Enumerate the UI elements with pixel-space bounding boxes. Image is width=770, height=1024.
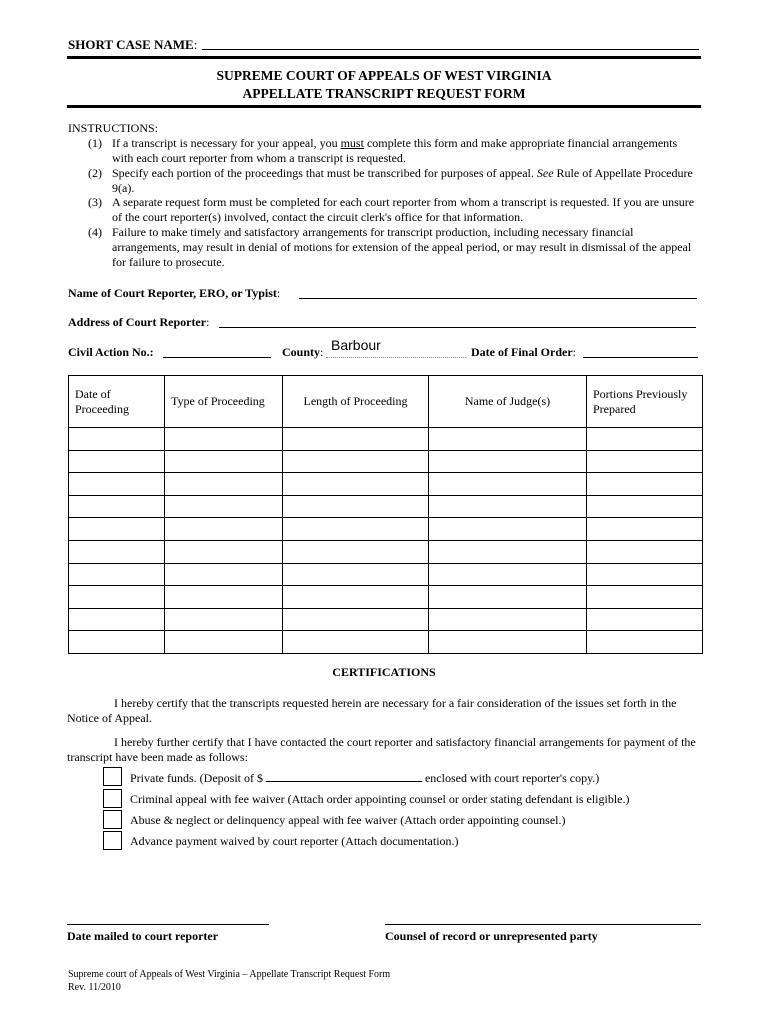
table-row — [69, 608, 703, 631]
instruction-item: (3) A separate request form must be completed for each court reporter from whom a transcript is requested. If you are unsure of the court reporter(s) involved, contact the circuit clerk's office for that information. — [88, 195, 695, 224]
table-cell[interactable] — [165, 540, 283, 563]
date-mailed-line[interactable] — [67, 924, 269, 925]
option-criminal-appeal: Criminal appeal with fee waiver (Attach order appointing counsel or order stating defendant is eligible.) — [130, 792, 630, 806]
table-cell[interactable] — [283, 495, 429, 518]
table-cell[interactable] — [587, 518, 703, 541]
abuse-neglect-checkbox[interactable] — [103, 810, 122, 829]
table-cell[interactable] — [587, 540, 703, 563]
table-cell[interactable] — [165, 631, 283, 654]
table-row — [69, 450, 703, 473]
table-header-row — [69, 376, 703, 428]
table-cell[interactable] — [587, 608, 703, 631]
table-cell[interactable] — [69, 631, 165, 654]
instruction-item: (2) Specify each portion of the proceedings that must be transcribed for purposes of appeal. See Rule of Appellate Procedure 9(a). — [88, 166, 693, 195]
table-cell[interactable] — [165, 450, 283, 473]
table-cell[interactable] — [283, 428, 429, 451]
table-row — [69, 473, 703, 496]
advance-payment-waived-checkbox[interactable] — [103, 831, 122, 850]
table-cell[interactable] — [69, 563, 165, 586]
certifications-title: CERTIFICATIONS — [332, 665, 436, 679]
short-case-name-label: SHORT CASE NAME: — [68, 37, 198, 52]
reporter-name-field[interactable] — [299, 298, 697, 299]
reporter-name-label: Name of Court Reporter, ERO, or Typist: — [68, 286, 281, 300]
table-row — [69, 495, 703, 518]
header-rule-top — [67, 56, 701, 59]
table-cell[interactable] — [429, 428, 587, 451]
option-advance-payment-waived: Advance payment waived by court reporter (Attach documentation.) — [130, 834, 459, 848]
counsel-signature-line[interactable] — [385, 924, 701, 925]
table-cell[interactable] — [283, 586, 429, 609]
table-cell[interactable] — [429, 540, 587, 563]
deposit-amount-field[interactable] — [266, 770, 422, 782]
table-cell[interactable] — [283, 450, 429, 473]
instructions-label: INSTRUCTIONS: — [68, 121, 159, 135]
option-private-funds: Private funds. (Deposit of $ enclosed with court reporter's copy.) — [130, 771, 600, 785]
court-title: SUPREME COURT OF APPEALS OF WEST VIRGINIA — [216, 68, 552, 83]
table-cell[interactable] — [165, 428, 283, 451]
proceedings-table — [68, 375, 703, 654]
reporter-address-field[interactable] — [219, 327, 696, 328]
private-funds-checkbox[interactable] — [103, 767, 122, 786]
final-order-field[interactable] — [583, 357, 698, 358]
table-cell[interactable] — [283, 631, 429, 654]
table-cell[interactable] — [429, 518, 587, 541]
table-cell[interactable] — [429, 495, 587, 518]
option-abuse-neglect: Abuse & neglect or delinquency appeal with fee waiver (Attach order appointing counsel.) — [130, 813, 566, 827]
instruction-item: (4) Failure to make timely and satisfactory arrangements for transcript production, including necessary financial arrangements, may result in denial of motions for extension of the appeal period, or may result in dismissal of the appeal for failure to prosecute. — [88, 225, 692, 269]
table-cell[interactable] — [283, 518, 429, 541]
table-cell[interactable] — [69, 450, 165, 473]
county-field[interactable] — [326, 357, 466, 358]
table-row — [69, 518, 703, 541]
table-cell[interactable] — [587, 428, 703, 451]
table-cell[interactable] — [429, 608, 587, 631]
table-cell[interactable] — [587, 563, 703, 586]
table-cell[interactable] — [429, 586, 587, 609]
table-cell[interactable] — [283, 540, 429, 563]
civil-action-label: Civil Action No.: — [68, 345, 154, 359]
short-case-name-field[interactable] — [202, 49, 699, 50]
col-date-of-proceeding: Date of Proceeding — [69, 376, 165, 428]
footer-form-name: Supreme court of Appeals of West Virginia – Appellate Transcript Request Form — [68, 969, 391, 980]
table-cell[interactable] — [165, 563, 283, 586]
civil-action-field[interactable] — [163, 357, 271, 358]
county-value[interactable]: Barbour — [331, 337, 381, 353]
criminal-appeal-checkbox[interactable] — [103, 789, 122, 808]
table-cell[interactable] — [587, 473, 703, 496]
table-cell[interactable] — [69, 540, 165, 563]
table-cell[interactable] — [587, 586, 703, 609]
col-length-of-proceeding: Length of Proceeding — [283, 376, 429, 428]
table-cell[interactable] — [283, 608, 429, 631]
county-label: County: — [282, 345, 324, 359]
table-cell[interactable] — [165, 495, 283, 518]
table-cell[interactable] — [69, 518, 165, 541]
table-cell[interactable] — [165, 473, 283, 496]
col-portions-previously-prepared: Portions Previously Prepared — [587, 376, 703, 428]
table-cell[interactable] — [429, 563, 587, 586]
table-cell[interactable] — [165, 586, 283, 609]
table-cell[interactable] — [69, 608, 165, 631]
instruction-item: (1) If a transcript is necessary for your appeal, you must complete this form and make appropriate financial arrangements with each court reporter from whom a transcript is requested. — [88, 136, 678, 165]
table-cell[interactable] — [587, 450, 703, 473]
table-cell[interactable] — [165, 518, 283, 541]
table-cell[interactable] — [283, 473, 429, 496]
reporter-address-label: Address of Court Reporter: — [68, 315, 210, 329]
table-cell[interactable] — [69, 495, 165, 518]
table-row — [69, 586, 703, 609]
table-cell[interactable] — [587, 495, 703, 518]
certification-paragraph-1: I hereby certify that the transcripts requested herein are necessary for a fair consideration of the issues set forth in the Notice of Appeal. — [67, 696, 677, 725]
table-cell[interactable] — [69, 473, 165, 496]
col-type-of-proceeding: Type of Proceeding — [165, 376, 283, 428]
table-cell[interactable] — [69, 586, 165, 609]
date-mailed-label: Date mailed to court reporter — [67, 929, 219, 943]
certification-paragraph-2: I hereby further certify that I have contacted the court reporter and satisfactory financial arrangements for payment of the transcript have been made as follows: — [67, 735, 696, 764]
table-cell[interactable] — [69, 428, 165, 451]
table-cell[interactable] — [429, 450, 587, 473]
table-cell[interactable] — [429, 631, 587, 654]
footer-revision: Rev. 11/2010 — [68, 982, 121, 993]
col-name-of-judges: Name of Judge(s) — [429, 376, 587, 428]
table-row — [69, 563, 703, 586]
table-cell[interactable] — [429, 473, 587, 496]
table-row — [69, 540, 703, 563]
final-order-label: Date of Final Order: — [471, 345, 576, 359]
table-cell[interactable] — [165, 608, 283, 631]
counsel-label: Counsel of record or unrepresented party — [385, 929, 598, 943]
table-cell[interactable] — [283, 563, 429, 586]
table-row — [69, 428, 703, 451]
table-cell[interactable] — [587, 631, 703, 654]
form-title: APPELLATE TRANSCRIPT REQUEST FORM — [242, 86, 526, 101]
table-row — [69, 631, 703, 654]
header-rule-bottom — [67, 105, 701, 108]
